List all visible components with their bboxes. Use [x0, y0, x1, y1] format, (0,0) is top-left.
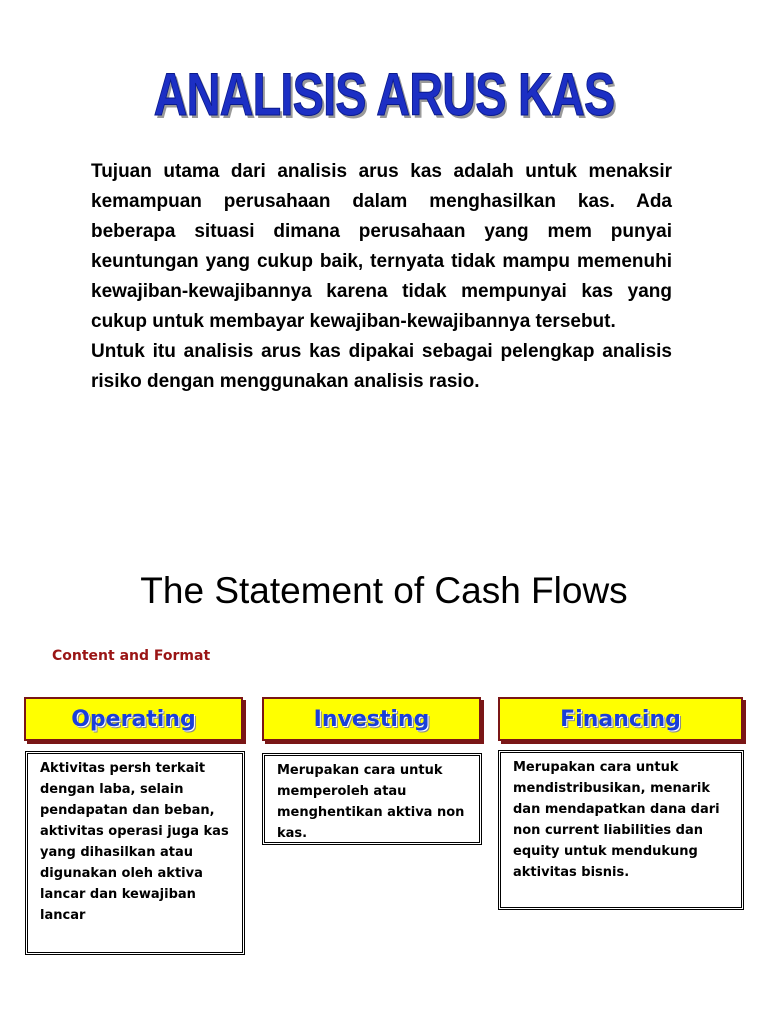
intro-text: [91, 157, 672, 397]
section-heading: The Statement of Cash Flows: [140, 570, 628, 611]
intro-paragraph-1: Tujuan utama dari analisis arus kas adalah untuk menaksir kemampuan perusahaan dalam menghasilkan kas. Ada beberapa situasi dimana perusahaan yang mem punyai keuntungan yang cukup baik, ternyata tidak mampu memenuhi kewajiban-kewajibannya karena tidak mempunyai kas yang cukup untuk membayar kewajiban-kewajibannya tersebut.: [91, 161, 672, 332]
operating-header: Operating: [24, 697, 243, 741]
investing-description: Merupakan cara untuk memperoleh atau menghentikan aktiva non kas.: [264, 755, 480, 843]
page-title: ANALISIS ARUS KAS: [153, 61, 615, 128]
financing-header: Financing: [498, 697, 743, 741]
investing-header: Investing: [262, 697, 481, 741]
operating-description: Aktivitas persh terkait dengan laba, selain pendapatan dan beban, aktivitas operasi juga kas yang dihasilkan atau digunakan oleh aktiva lancar dan kewajiban lancar: [27, 753, 243, 953]
intro-paragraph-2: Untuk itu analisis arus kas dipakai sebagai pelengkap analisis risiko dengan menggunakan analisis rasio.: [91, 341, 672, 392]
content-format-label: Content and Format: [52, 648, 211, 664]
financing-description: Merupakan cara untuk mendistribusikan, menarik dan mendapatkan dana dari non current liabilities dan equity untuk mendukung aktivitas bisnis.: [500, 752, 742, 908]
